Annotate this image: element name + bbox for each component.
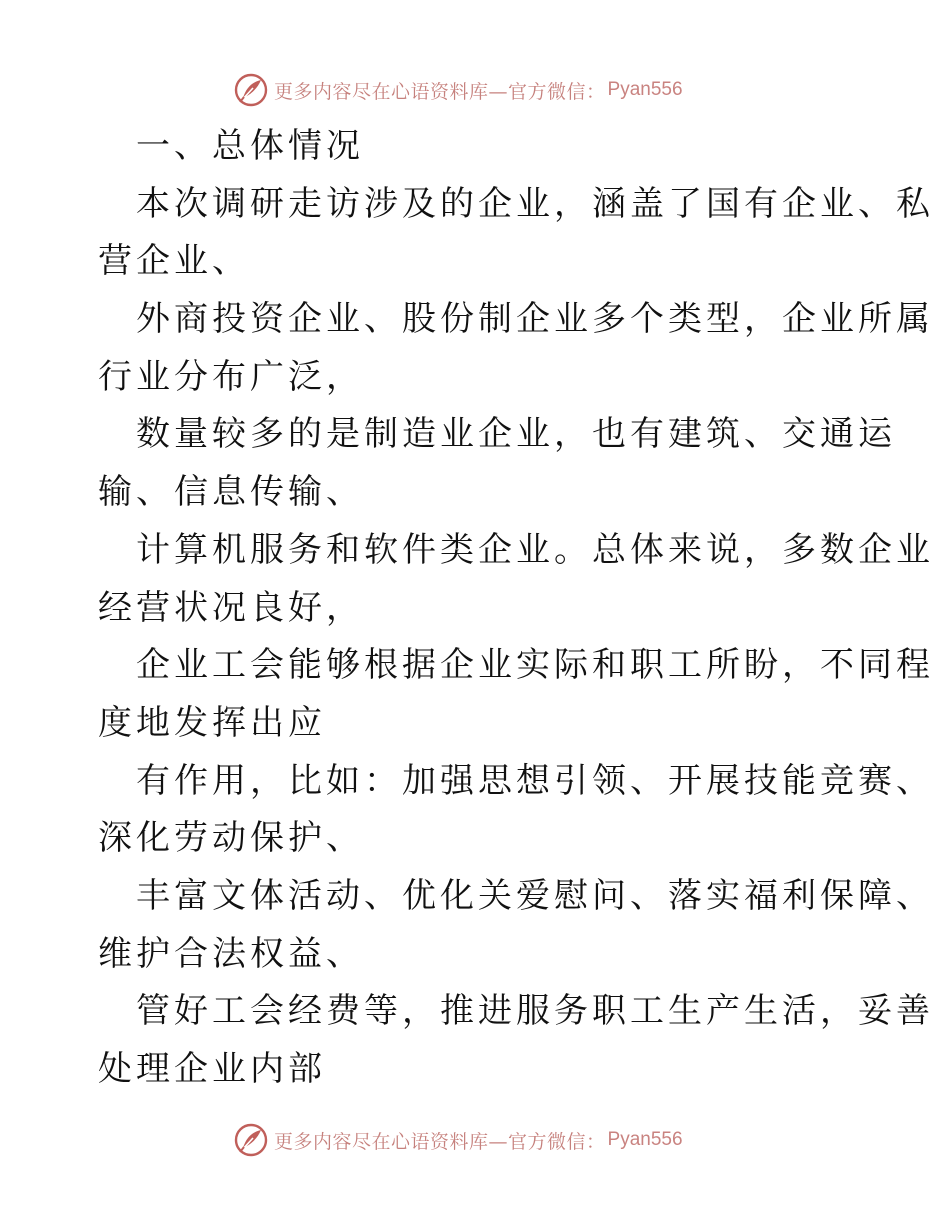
- paragraph-line: 输、信息传输、: [98, 472, 364, 513]
- paragraph-line: 本次调研走访涉及的企业，涵盖了国有企业、私: [136, 183, 934, 224]
- header-watermark: [234, 72, 683, 108]
- paragraph-line: 管好工会经费等，推进服务职工生产生活，妥善: [136, 991, 934, 1032]
- paragraph-line: 企业工会能够根据企业实际和职工所盼，不同程: [136, 645, 934, 686]
- paragraph-line: 数量较多的是制造业企业，也有建筑、交通运: [136, 414, 896, 455]
- feather-pen-logo-icon: [234, 73, 268, 107]
- paragraph-line: 深化劳动保护、: [98, 818, 364, 859]
- paragraph-line: 行业分布广泛，: [98, 356, 364, 397]
- paragraph-line: 度地发挥出应: [98, 702, 326, 743]
- watermark-wechat-id: Pyan556: [607, 79, 683, 100]
- section-heading: 一、总体情况: [136, 126, 364, 166]
- feather-pen-logo-icon: [234, 1123, 268, 1157]
- watermark-text: 更多内容尽在心语资料库—官方微信：: [274, 1130, 606, 1153]
- watermark-text: 更多内容尽在心语资料库—官方微信：: [274, 80, 606, 103]
- paragraph-line: 处理企业内部: [98, 1049, 326, 1089]
- paragraph-line: 维护合法权益、: [98, 933, 364, 974]
- paragraph-line: 丰富文体活动、优化关爱慰问、落实福利保障、: [136, 875, 934, 916]
- watermark-wechat-id: Pyan556: [607, 1129, 683, 1150]
- paragraph-line: 外商投资企业、股份制企业多个类型，企业所属: [136, 299, 934, 340]
- paragraph-line: 经营状况良好，: [98, 587, 364, 628]
- footer-watermark: [234, 1122, 683, 1158]
- paragraph-line: 有作用，比如：加强思想引领、开展技能竞赛、: [136, 760, 934, 801]
- paragraph-line: 营企业、: [98, 241, 250, 282]
- document-body: [98, 118, 934, 1099]
- paragraph-line: 计算机服务和软件类企业。总体来说，多数企业: [136, 529, 934, 570]
